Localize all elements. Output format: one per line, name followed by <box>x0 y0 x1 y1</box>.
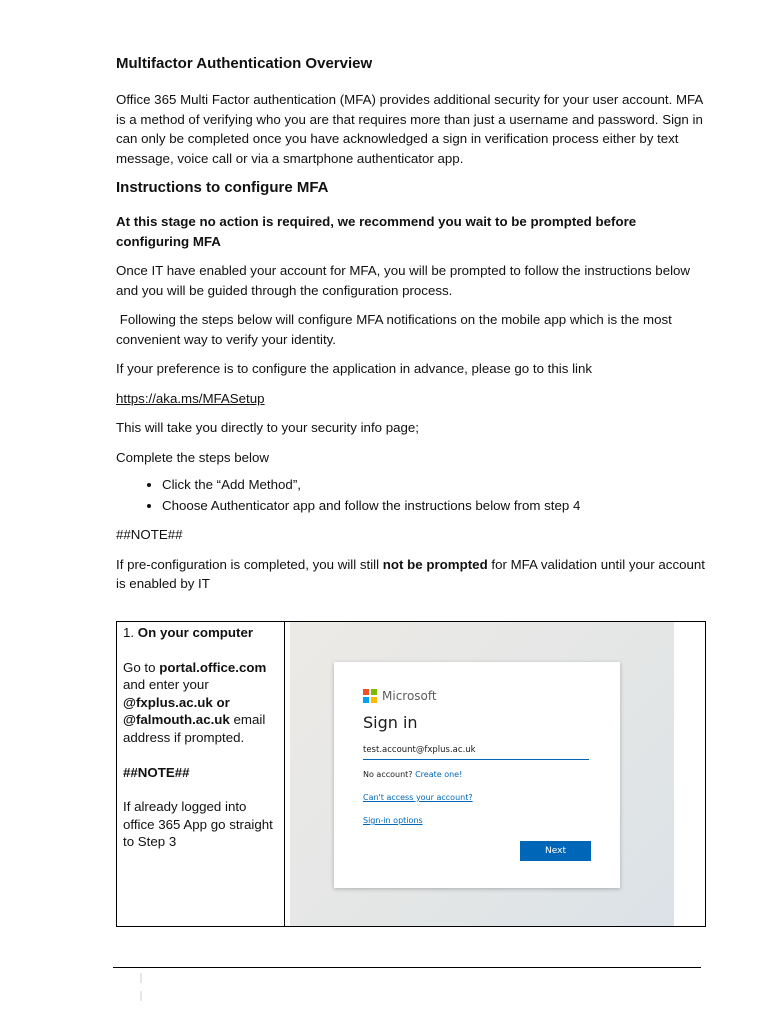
security-info-paragraph: This will take you directly to your security info page; <box>116 420 420 435</box>
preconfig-paragraph <box>116 555 706 594</box>
microsoft-logo <box>363 689 437 703</box>
email-suffix-text: email address if prompted. <box>123 712 266 745</box>
preconfig-text-bold: not be prompted <box>382 556 488 572</box>
screenshot-cell <box>285 622 705 926</box>
enter-text: and enter your <box>123 677 209 693</box>
document-body <box>116 54 706 604</box>
enabled-paragraph: Once IT have enabled your account for MFA, you will be prompted to follow the instructions below and you will be guided through the configuration process. <box>116 263 691 298</box>
email-domains: @fxplus.ac.uk or @falmouth.ac.uk <box>123 694 230 728</box>
next-button[interactable]: Next <box>520 841 591 861</box>
step-goto-text <box>123 659 278 747</box>
step-heading <box>123 624 278 642</box>
no-action-note: At this stage no action is required, we recommend you wait to be prompted before configuring MFA <box>116 214 637 249</box>
steps-list <box>116 475 706 515</box>
cant-access-link[interactable]: Can't access your account? <box>363 793 473 802</box>
goto-text: Go to <box>123 659 160 675</box>
intro-paragraph: Office 365 Multi Factor authentication (MFA) provides additional security for your user account. MFA is a method of verifying who you are that requires more than just a username and password. Sign in can only be completed once you have acknowledged a sign in verification process either by text message, voice call or via a smartphone authenticator app. <box>116 92 703 166</box>
footer-mark <box>140 970 162 980</box>
email-input[interactable] <box>363 741 589 760</box>
step-heading-text: On your computer <box>137 625 254 640</box>
instructions-heading: Instructions to configure MFA <box>116 179 329 196</box>
preconfig-text-after: for MFA validation until your account is enabled by IT <box>116 556 705 591</box>
page-title: Multifactor Authentication Overview <box>116 55 373 72</box>
following-paragraph: Following the steps below will configure MFA notifications on the mobile app which is the most convenient way to verify your identity. <box>116 312 676 347</box>
no-account-label: No account? <box>363 770 416 779</box>
step-table <box>116 621 706 927</box>
create-account-link[interactable]: Create one! <box>415 770 463 779</box>
note-label: ##NOTE## <box>116 527 183 542</box>
step-note-label: ##NOTE## <box>123 764 190 780</box>
step-note-text: If already logged into office 365 App go straight to Step 3 <box>123 799 273 850</box>
portal-url: portal.office.com <box>159 659 267 675</box>
signin-card <box>334 662 620 888</box>
signin-screenshot <box>290 622 674 926</box>
list-item: • Choose Authenticator app and follow the instructions below from step 4 <box>162 496 706 516</box>
step-instructions-cell <box>117 622 285 926</box>
microsoft-logo-icon <box>363 689 377 703</box>
mfa-setup-link[interactable]: https://aka.ms/MFASetup <box>116 390 265 406</box>
footer-divider <box>113 967 701 968</box>
no-account-text <box>363 770 462 779</box>
signin-options-link[interactable]: Sign-in options <box>363 816 423 825</box>
list-item: • Click the “Add Method”, <box>162 475 706 495</box>
signin-title: Sign in <box>363 713 418 732</box>
complete-steps-paragraph: Complete the steps below <box>116 449 269 465</box>
brand-name: Microsoft <box>382 689 437 703</box>
preference-paragraph: If your preference is to configure the application in advance, please go to this link <box>116 361 593 376</box>
preconfig-text-before: If pre-configuration is completed, you will still <box>116 556 383 572</box>
step-number: 1. <box>123 625 138 640</box>
